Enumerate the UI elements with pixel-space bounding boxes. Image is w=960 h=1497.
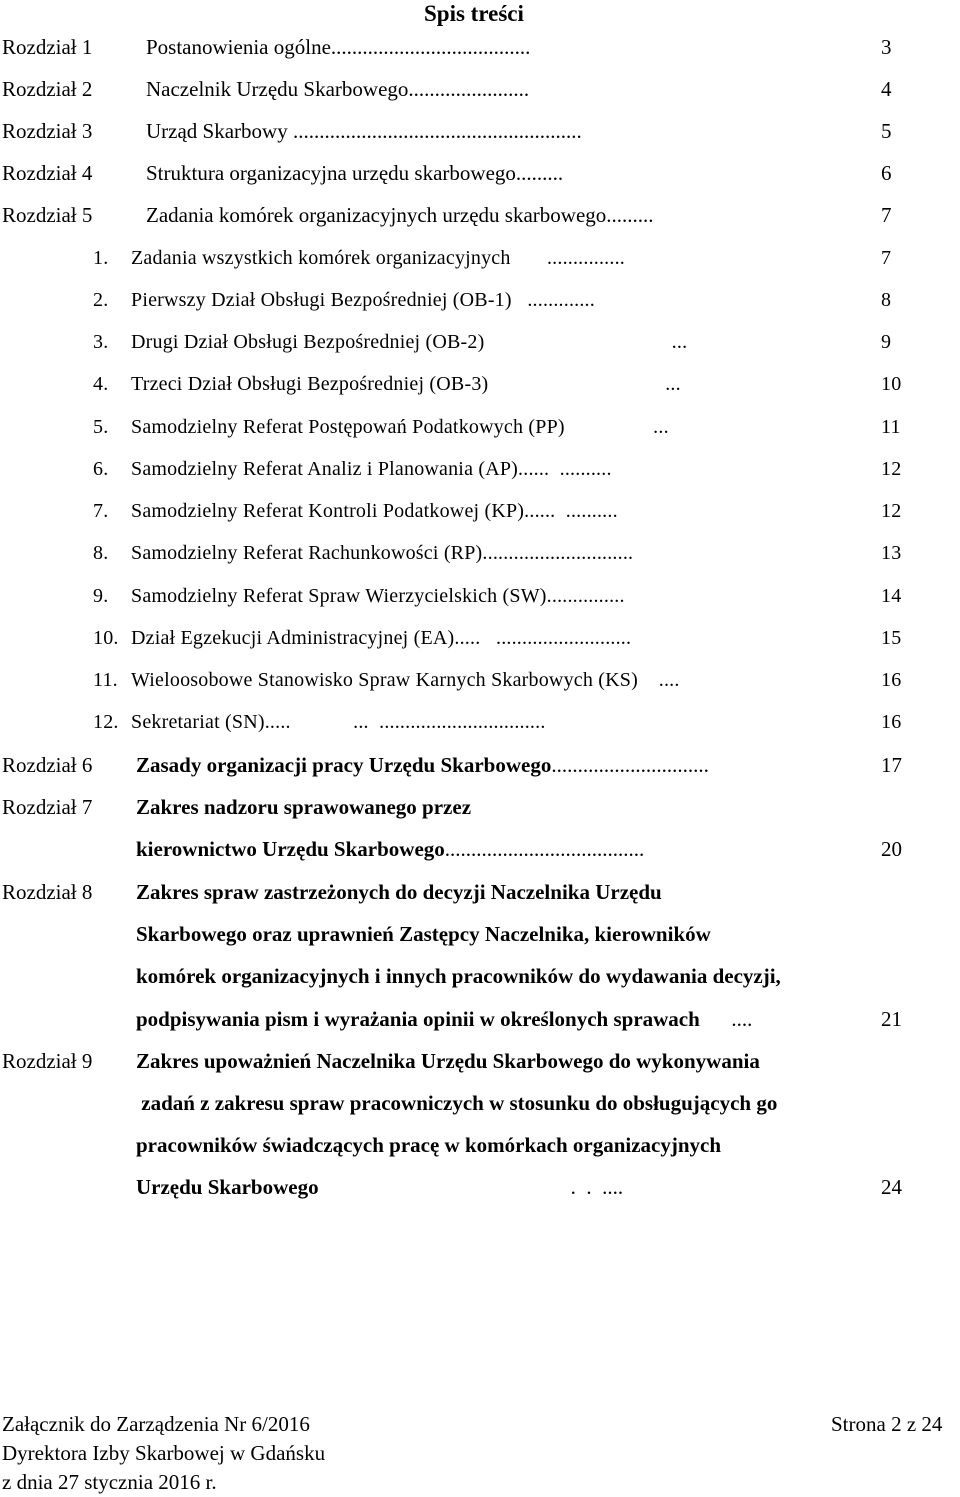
chapter-label: Rozdział 9 — [2, 1049, 93, 1073]
chapter-title-line: Zakres nadzoru sprawowanego przez — [136, 795, 472, 819]
subsection-title: Samodzielny Referat Postępowań Podatkowych (PP) ... — [131, 416, 669, 438]
chapter-title: Urząd Skarbowy ....................................................... — [146, 119, 582, 143]
footer-date-line: z dnia 27 stycznia 2016 r. — [2, 1470, 217, 1494]
chapter-label: Rozdział 2 — [2, 77, 93, 101]
subsection-title: Wieloosobowe Stanowisko Spraw Karnych Skarbowych (KS) .... — [131, 669, 680, 691]
subsection-page-number: 12 — [881, 500, 902, 522]
subsection-number: 11. — [93, 669, 118, 691]
page-title: Spis treści — [424, 1, 524, 26]
subsection-title: Samodzielny Referat Kontroli Podatkowej (KP)...... .......... — [131, 500, 618, 522]
subsection-number: 7. — [93, 500, 109, 522]
subsection-title: Samodzielny Referat Rachunkowości (RP)............................. — [131, 542, 634, 564]
subsection-page-number: 7 — [881, 247, 892, 269]
subsection-title: Samodzielny Referat Analiz i Planowania (AP)...... .......... — [131, 458, 612, 480]
subsection-page-number: 10 — [881, 373, 902, 395]
chapter-title: Naczelnik Urzędu Skarbowego....................... — [146, 77, 530, 101]
chapter-title-line: kierownictwo Urzędu Skarbowego...................................... — [136, 837, 645, 861]
subsection-number: 8. — [93, 542, 109, 564]
chapter-title: Struktura organizacyjna urzędu skarbowego......... — [146, 161, 564, 185]
subsection-title: Zadania wszystkich komórek organizacyjnych ............... — [131, 247, 625, 269]
chapter-page-number: 21 — [881, 1007, 902, 1031]
subsection-page-number: 13 — [881, 542, 902, 564]
chapter-label: Rozdział 8 — [2, 880, 93, 904]
chapter-page-number: 20 — [881, 837, 902, 861]
chapter-label: Rozdział 4 — [2, 161, 93, 185]
chapter-title-line: pracowników świadczących pracę w komórkach organizacyjnych — [136, 1133, 722, 1157]
subsection-number: 2. — [93, 289, 109, 311]
footer-page-info: Strona 2 z 24 — [831, 1412, 943, 1436]
subsection-number: 4. — [93, 373, 109, 395]
subsection-number: 9. — [93, 585, 109, 607]
subsection-page-number: 16 — [881, 711, 902, 733]
chapter-title-line: komórek organizacyjnych i innych pracowników do wydawania decyzji, — [136, 964, 781, 988]
chapter-page-number: 24 — [881, 1175, 902, 1199]
chapter-title-line: podpisywania pism i wyrażania opinii w określonych sprawach .... — [136, 1007, 753, 1031]
subsection-title: Drugi Dział Obsługi Bezpośredniej (OB-2) ... — [131, 331, 688, 353]
subsection-page-number: 14 — [881, 585, 902, 607]
chapter-page-number: 3 — [881, 35, 892, 59]
footer-issuer-line: Dyrektora Izby Skarbowej w Gdańsku — [2, 1441, 326, 1465]
subsection-title: Samodzielny Referat Spraw Wierzycielskich (SW)............... — [131, 585, 625, 607]
chapter-title-line: Zakres upoważnień Naczelnika Urzędu Skarbowego do wykonywania — [136, 1049, 760, 1073]
chapter-title-line: zadań z zakresu spraw pracowniczych w stosunku do obsługujących go — [136, 1091, 778, 1115]
chapter-label: Rozdział 5 — [2, 203, 93, 227]
subsection-title: Sekretariat (SN)..... ... ................................ — [131, 711, 546, 733]
chapter-title: Postanowienia ogólne...................................... — [146, 35, 531, 59]
subsection-page-number: 16 — [881, 669, 902, 691]
chapter-page-number: 4 — [881, 77, 892, 101]
subsection-title: Pierwszy Dział Obsługi Bezpośredniej (OB-1) ............. — [131, 289, 595, 311]
subsection-page-number: 11 — [881, 416, 901, 438]
subsection-number: 10. — [93, 627, 119, 649]
chapter-title-line: Urzędu Skarbowego . . .... — [136, 1175, 624, 1199]
chapter-title: Zadania komórek organizacyjnych urzędu skarbowego......... — [146, 203, 654, 227]
chapter-label: Rozdział 6 — [2, 753, 93, 777]
footer-attachment-line: Załącznik do Zarządzenia Nr 6/2016 — [2, 1412, 310, 1436]
subsection-page-number: 9 — [881, 331, 892, 353]
chapter-page-number: 6 — [881, 161, 892, 185]
chapter-label: Rozdział 7 — [2, 795, 93, 819]
chapter-label: Rozdział 1 — [2, 35, 93, 59]
subsection-number: 1. — [93, 247, 109, 269]
chapter-title-line: Skarbowego oraz uprawnień Zastępcy Naczelnika, kierowników — [136, 922, 711, 946]
subsection-page-number: 15 — [881, 627, 902, 649]
chapter-title-line: Zakres spraw zastrzeżonych do decyzji Naczelnika Urzędu — [136, 880, 662, 904]
subsection-number: 5. — [93, 416, 109, 438]
chapter-label: Rozdział 3 — [2, 119, 93, 143]
chapter-title: Zasady organizacji pracy Urzędu Skarbowego.............................. — [136, 753, 709, 777]
chapter-page-number: 5 — [881, 119, 892, 143]
subsection-number: 12. — [93, 711, 119, 733]
subsection-number: 3. — [93, 331, 109, 353]
subsection-page-number: 8 — [881, 289, 892, 311]
subsection-title: Trzeci Dział Obsługi Bezpośredniej (OB-3) ... — [131, 373, 681, 395]
subsection-number: 6. — [93, 458, 109, 480]
subsection-page-number: 12 — [881, 458, 902, 480]
chapter-page-number: 17 — [881, 753, 902, 777]
chapter-page-number: 7 — [881, 203, 892, 227]
subsection-title: Dział Egzekucji Administracyjnej (EA)..... .......................... — [131, 627, 632, 649]
